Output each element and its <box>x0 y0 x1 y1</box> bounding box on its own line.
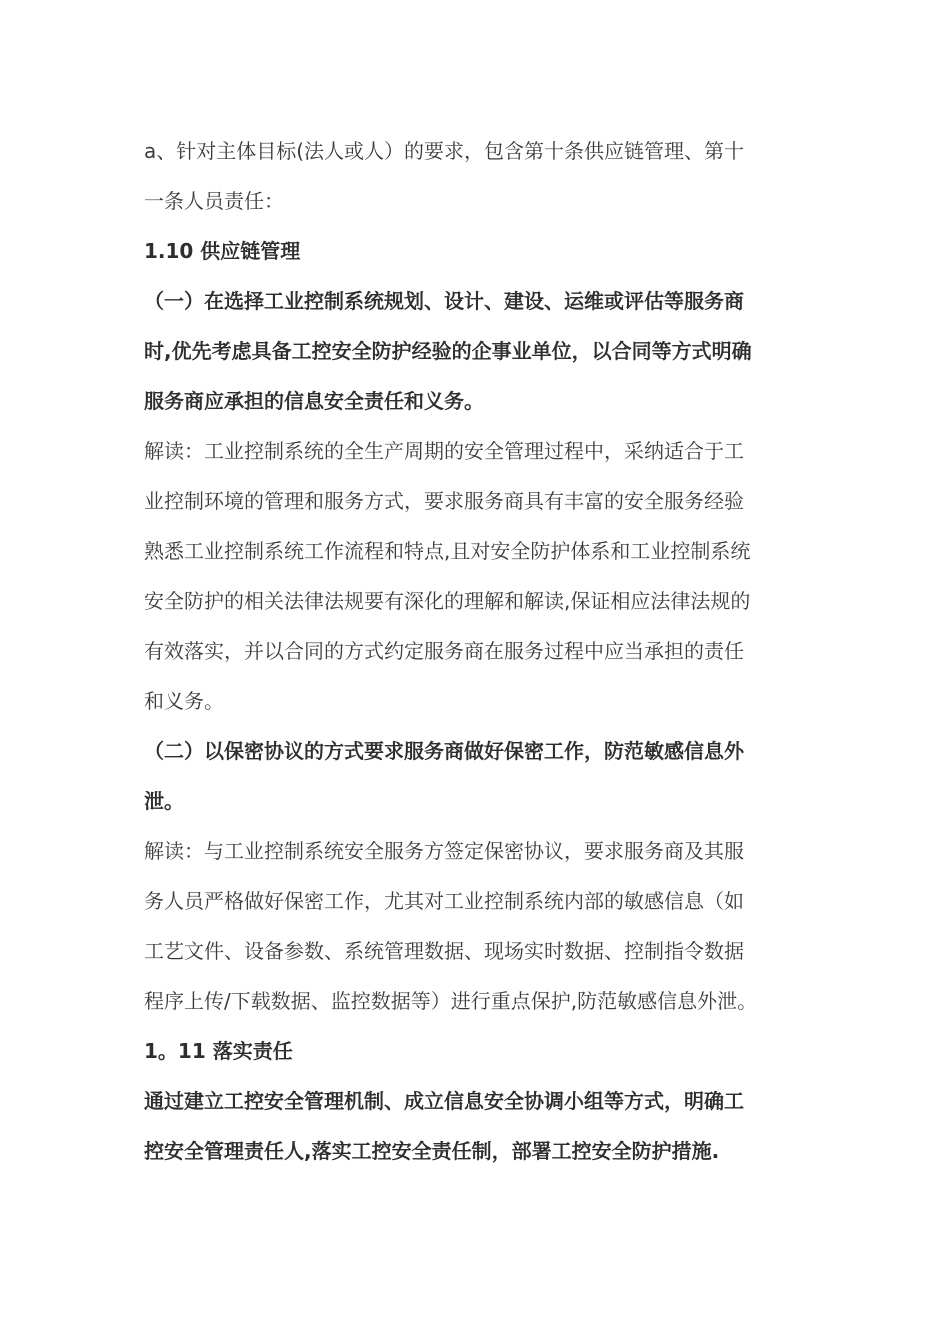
text-line: 务人员严格做好保密工作，尤其对工业控制系统内部的敏感信息（如 <box>144 889 744 913</box>
text-line: 一条人员责任： <box>144 189 284 213</box>
clause-3-paragraph <box>144 1076 810 1176</box>
interpretation-1-paragraph <box>144 426 810 726</box>
clause-2-paragraph <box>144 726 810 826</box>
text-line: 时,优先考虑具备工控安全防护经验的企事业单位，以合同等方式明确 <box>144 339 752 363</box>
heading-text: 1。11 落实责任 <box>144 1039 293 1063</box>
interpretation-2-paragraph <box>144 826 810 1026</box>
text-line: 控安全管理责任人,落实工控安全责任制，部署工控安全防护措施. <box>144 1139 720 1163</box>
text-line: 业控制环境的管理和服务方式，要求服务商具有丰富的安全服务经验 <box>144 489 744 513</box>
document-body <box>144 126 810 1176</box>
text-line: （二）以保密协议的方式要求服务商做好保密工作，防范敏感信息外 <box>144 739 744 763</box>
text-line: （一）在选择工业控制系统规划、设计、建设、运维或评估等服务商 <box>144 289 744 313</box>
text-line: 有效落实，并以合同的方式约定服务商在服务过程中应当承担的责任 <box>144 639 744 663</box>
text-line: 解读：与工业控制系统安全服务方签定保密协议，要求服务商及其服 <box>144 839 744 863</box>
text-line: 安全防护的相关法律法规要有深化的理解和解读,保证相应法律法规的 <box>144 589 751 613</box>
text-line: 和义务。 <box>144 689 224 713</box>
text-line: 泄。 <box>144 789 184 813</box>
text-line: 服务商应承担的信息安全责任和义务。 <box>144 389 484 413</box>
clause-1-paragraph <box>144 276 810 426</box>
text-line: 工艺文件、设备参数、系统管理数据、现场实时数据、控制指令数据 <box>144 939 744 963</box>
text-line: a、针对主体目标(法人或人）的要求，包含第十条供应链管理、第十 <box>144 139 745 163</box>
intro-paragraph <box>144 126 810 226</box>
text-line: 程序上传/下载数据、监控数据等）进行重点保护,防范敏感信息外泄。 <box>144 989 758 1013</box>
section-heading-1-11 <box>144 1026 810 1076</box>
text-line: 熟悉工业控制系统工作流程和特点,且对安全防护体系和工业控制系统 <box>144 539 751 563</box>
heading-text: 1.10 供应链管理 <box>144 239 301 263</box>
text-line: 解读：工业控制系统的全生产周期的安全管理过程中，采纳适合于工 <box>144 439 744 463</box>
section-heading-1-10 <box>144 226 810 276</box>
text-line: 通过建立工控安全管理机制、成立信息安全协调小组等方式，明确工 <box>144 1089 744 1113</box>
